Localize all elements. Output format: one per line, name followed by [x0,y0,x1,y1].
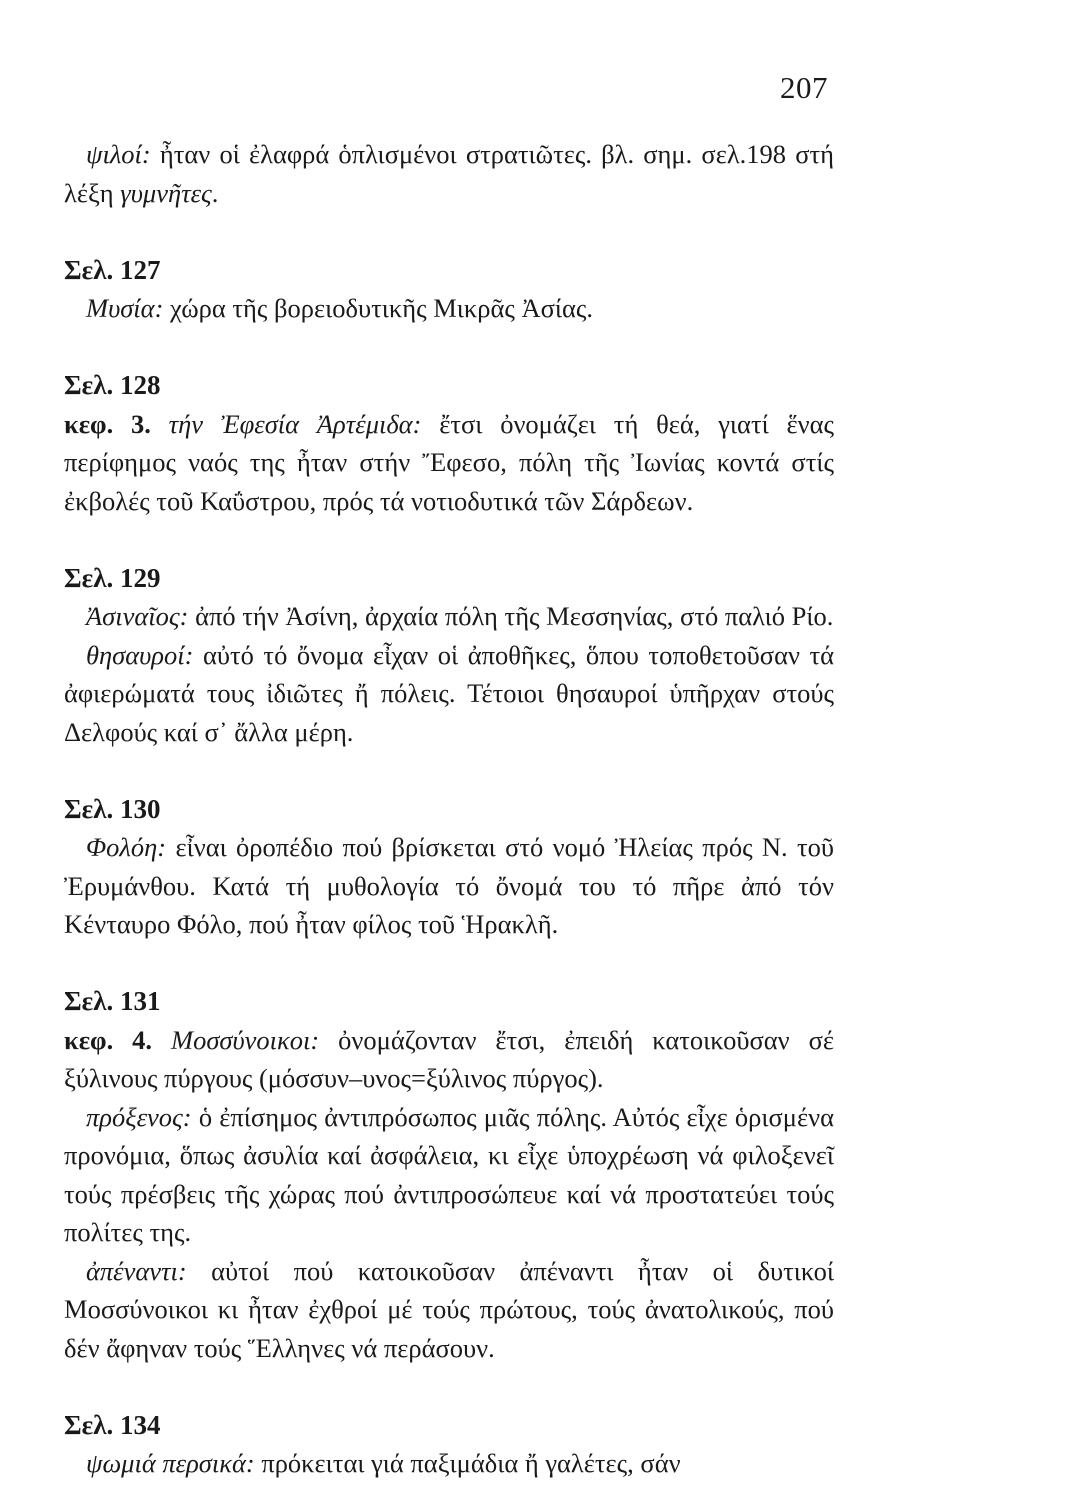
glossary-entry [64,828,834,944]
section-heading-127: Σελ. 127 [64,254,161,285]
section-heading-131: Σελ. 131 [64,986,161,1016]
glossary-entry [64,405,834,521]
glossary-term: ἀπέναντι: [86,1255,187,1286]
glossary-definition: ἦταν οἱ ἐλαφρά ὁπλισμένοι στρατιῶτες. βλ. σημ. σελ.198 στή λέξη [64,139,834,208]
chapter-reference: κεφ. 4. [64,1024,153,1055]
glossary-content [64,135,834,1483]
section-heading-129: Σελ. 129 [64,562,161,593]
chapter-reference: κεφ. 3. [64,408,151,439]
glossary-term: πρόξενος: [86,1101,192,1132]
glossary-term: Μυσία: [86,293,164,323]
section-heading-130: Σελ. 130 [64,793,161,824]
intro-paragraph: ψιλοί: ἦταν οἱ ἐλαφρά ὁπλισμένοι στρατιῶτες. βλ. σημ. σελ.198 στή λέξη γυμνῆτες. [64,139,834,208]
glossary-term: Ἀσιναῖος: [86,601,189,631]
glossary-term: Μοσσύνοικοι: [152,1024,320,1055]
glossary-definition: αὐτό τό ὄνομα εἶχαν οἱ ἀποθῆκες, ὅπου τοποθετοῦσαν τά ἀφιερώματά τους ἰδιῶτες ἤ πόλεις. Τέτοιοι θησαυροί ὑπῆρχαν στούς Δελφούς καί σ᾽ ἄλλα μέρη. [64,639,834,747]
glossary-definition: πρόκειται γιά παξιμάδια ἤ γαλέτες, σάν [254,1448,681,1478]
page-number: 207 [780,70,828,105]
glossary-entry [64,597,834,636]
glossary-term: Φολόη: [86,832,167,862]
glossary-entry [64,289,834,328]
glossary-definition: ὁ ἐπίσημος ἀντιπρόσωπος μιᾶς πόλης. Αὐτός εἶχε ὁρισμένα προνόμια, ὅπως ἀσυλία καί ἀσφάλεια, κι εἶχε ὑποχρέωση νά φιλοξενεῖ τούς πρέσβεις τῆς χώρας πού ἀντιπροσώπευε καί νά προστατεύει τούς πολίτες της. [64,1101,834,1247]
glossary-definition: εἶναι ὀροπέδιο πού βρίσκεται στό νομό Ἠλείας πρός Ν. τοῦ Ἐρυμάνθου. Κατά τή μυθολογία τό ὄνομά του τό πῆρε ἀπό τόν Κένταυρο Φόλο, πού ἦταν φίλος τοῦ Ἡρακλῆ. [64,832,834,939]
glossary-term: θησαυροί: [86,639,194,670]
glossary-term: ψιλοί: [86,139,151,169]
glossary-definition: χώρα τῆς βορειοδυτικῆς Μικρᾶς Ἀσίας. [163,293,594,323]
glossary-definition: ἀπό τήν Ἀσίνη, ἀρχαία πόλη τῆς Μεσσηνίας, στό παλιό Ρίο. [188,601,834,631]
glossary-entry [64,1098,834,1252]
glossary-definition: αὐτοί πού κατοικοῦσαν ἀπέναντι ἦταν οἱ δυτικοί Μοσσύνοικοι κι ἦταν ἐχθροί μέ τούς πρώτους, τούς ἀνατολικούς, πού δέν ἄφηναν τούς Ἕλληνες νά περάσουν. [64,1255,834,1363]
section-heading-134: Σελ. 134 [64,1409,161,1440]
glossary-entry [64,636,834,752]
glossary-definition: ὀνομάζονταν ἔτσι, ἐπειδή κατοικοῦσαν σέ ξύλινους πύργους (μόσσυν–υνος=ξύλινος πύργος). [64,1024,834,1093]
glossary-entry [64,1021,834,1098]
glossary-term: τήν Ἐφεσία Ἀρτέμιδα: [150,408,422,439]
glossary-entry [64,1444,834,1483]
glossary-term: ψωμιά περσικά: [86,1448,255,1478]
glossary-term-reference: γυμνῆτες [120,177,212,208]
section-heading-128: Σελ. 128 [64,370,161,400]
glossary-entry [64,1252,834,1368]
glossary-definition: ἔτσι ὀνομάζει τή θεά, γιατί ἕνας περίφημος ναός της ἦταν στήν Ἔφεσο, πόλη τῆς Ἰωνίας κοντά στίς ἐκβολές τοῦ Καΰστρου, πρός τά νοτιοδυτικά τῶν Σάρδεων. [64,408,834,516]
